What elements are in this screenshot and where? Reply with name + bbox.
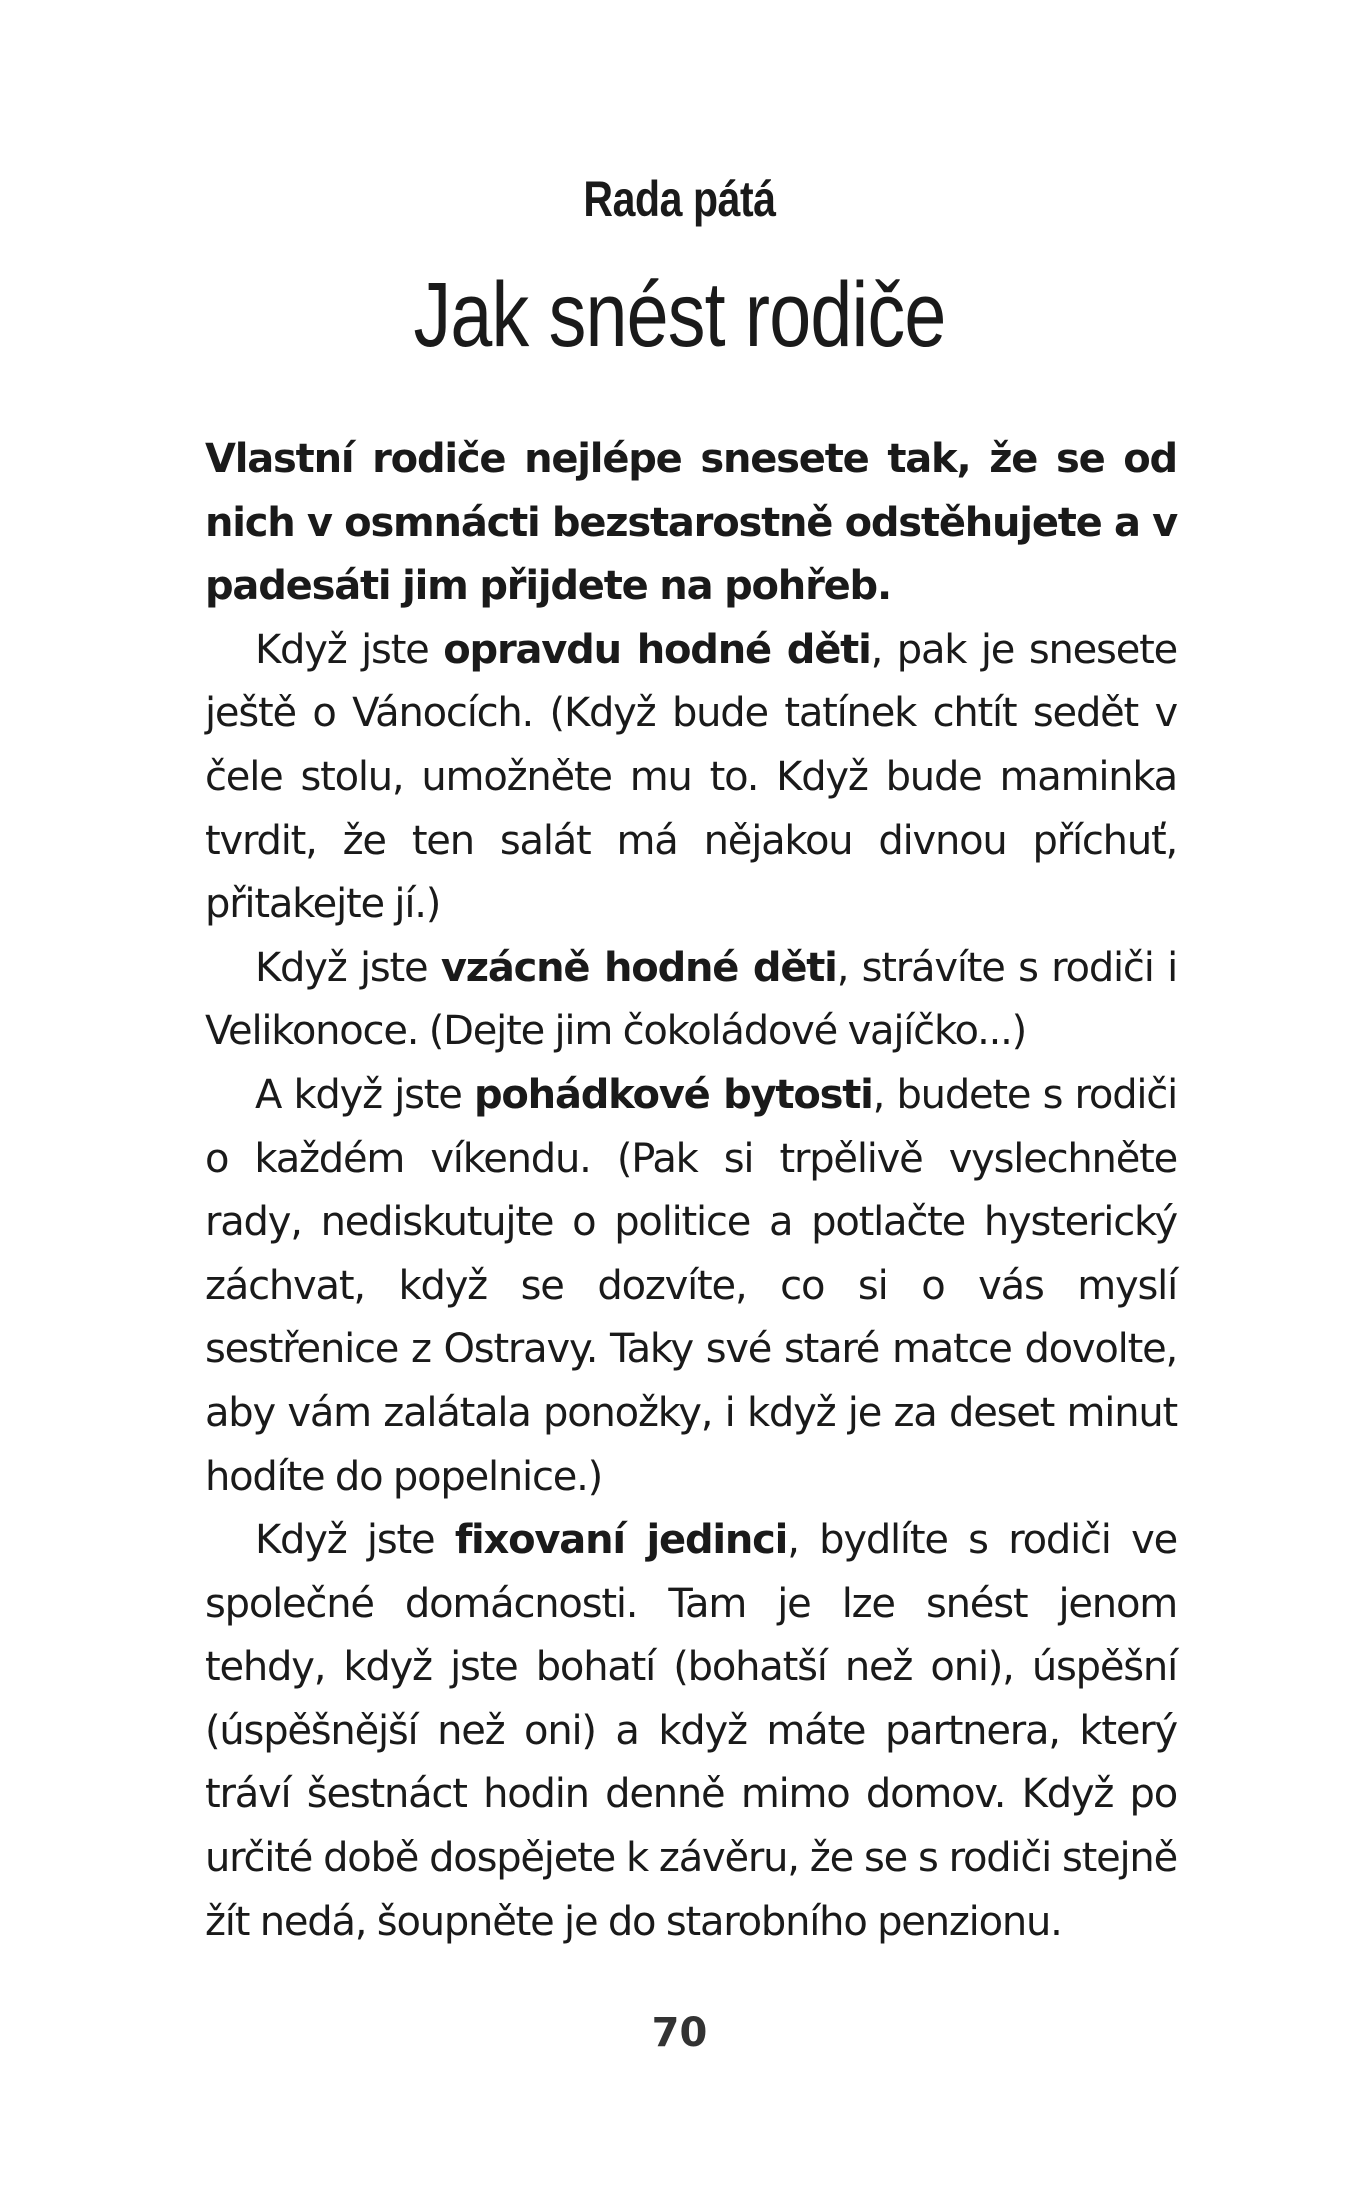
paragraph-text: Když jste xyxy=(255,1517,455,1564)
chapter-title: Jak snést rodiče xyxy=(413,264,946,366)
lead-paragraph: Vlastní rodiče nejlépe snesete tak, že se od nich v osmnácti bezstarostně odstěhujete a v padesáti jim přijdete na pohřeb. xyxy=(205,436,1177,610)
paragraph-text: , pak je snesete ještě o Vánocích. (Když bude tatínek chtít sedět v čele stolu, umožněte mu to. Když bude maminka tvrdit, že ten salát má nějakou divnou příchuť, přitakejte jí.) xyxy=(205,626,1178,928)
emphasis-text: pohádkové bytosti xyxy=(473,1071,873,1118)
emphasis-text: vzácně hodné děti xyxy=(440,944,837,991)
paragraph-2 xyxy=(205,937,1177,1064)
paragraph-4 xyxy=(205,1509,1177,1954)
paragraph-text: A když jste xyxy=(255,1071,474,1118)
paragraph-1 xyxy=(205,619,1177,937)
paragraph-text: , budete s rodiči o každém víkendu. (Pak si trpělivě vyslechněte rady, nediskutujte o politice a potlačte hysterický záchvat, když se dozvíte, co si o vás myslí sestřenice z Ostravy. Taky své staré matce dovolte, aby vám zalátala ponožky, i když je za deset minut hodíte do popelnice.) xyxy=(205,1071,1178,1500)
body-text xyxy=(205,428,1177,1954)
page-number: 70 xyxy=(651,2010,708,2056)
emphasis-text: fixovaní jedinci xyxy=(454,1517,788,1564)
paragraph-text: Když jste xyxy=(255,944,441,991)
paragraph-text: , strávíte s rodiči i Velikonoce. (Dejte jim čokoládové vajíčko...) xyxy=(205,944,1178,1055)
paragraph-text: Když jste xyxy=(255,626,444,673)
paragraph-3 xyxy=(205,1064,1177,1509)
emphasis-text: opravdu hodné děti xyxy=(443,626,871,673)
paragraph-text: , bydlíte s rodiči ve společné domácnosti. Tam je lze snést jenom tehdy, když jste bohatí (bohatší než oni), úspěšní (úspěšnější než oni) a když máte partnera, který tráví šestnáct hodin denně mimo domov. Když po určité době dospějete k závěru, že se s rodiči stejně žít nedá, šoupněte je do starobního penzionu. xyxy=(205,1517,1177,1945)
chapter-label: Rada pátá xyxy=(583,171,776,227)
